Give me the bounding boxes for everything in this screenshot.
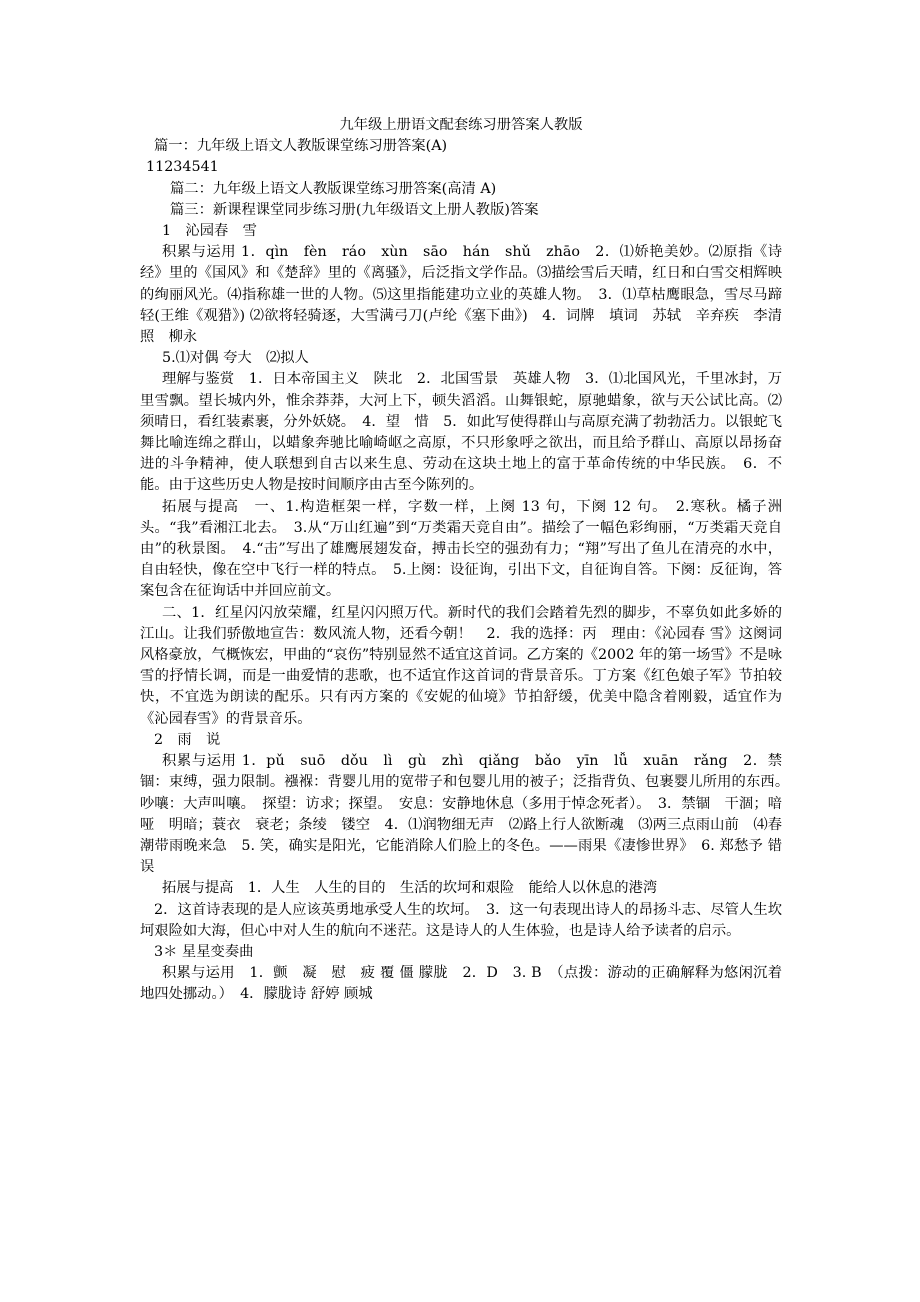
paragraph-p6: 积累与运用 1．qìn fèn ráo xùn sāo hán shǔ zhāo 2．⑴娇艳美妙。⑵原指《诗经》里的《国风》和《楚辞》里的《离骚》，后泛指文学作品。⑶描绘雪后天晴，红日和白雪交相辉映的绚丽风光。⑷指称雄一世的人物。⑸这里指能建功立业的英雄人物。 3．⑴草枯鹰眼急，雪尽马蹄轻(王维《观猎》) ⑵欲将轻骑逐，大雪满弓刀(卢纶《塞下曲》) 4．词牌 填词 苏轼 辛弃疾 李清照 柳永: [140, 244, 782, 346]
paragraph-p14: 2．这首诗表现的是人应该英勇地承受人生的坎坷。 3．这一句表现出诗人的昂扬斗志、尽管人生坎坷艰险如大海，但心中对人生的航向不迷茫。这是诗人的人生体验，也是诗人给予读者的启示。: [140, 901, 782, 939]
paragraph-p15: 3＊ 星星变奏曲: [154, 943, 254, 960]
paragraph-p13: 拓展与提高 1．人生 人生的目的 生活的坎坷和艰险 能给人以休息的港湾: [162, 880, 658, 897]
paragraph-p1: 篇一：九年级上语文人教版课堂练习册答案(A): [154, 138, 448, 155]
paragraph-p16: 积累与运用 1．颤 凝 慰 疲 覆 僵 朦胧 2．D 3. B （点拨：游动的正确解释为悠闲沉着地四处挪动。） 4．朦胧诗 舒婷 顾城: [140, 965, 782, 1003]
paragraph-p12: 积累与运用 1．pǔ suō dǒu lì gù zhì qiǎng bǎo yīn lǚ xuān rǎng 2．禁锢：束缚，强力限制。襁褓：背婴儿用的宽带子和包婴儿用的被子；泛指背负、包裹婴儿所用的东西。 吵嚷：大声叫嚷。 探望：访求；探望。 安息：安静地休息（多用于悼念死者）。 3．禁锢 干涸；喑哑 明暗；蓑衣 衰老；条绫 镂空 4．⑴润物细无声 ⑵路上行人欲断魂 ⑶两三点雨山前 ⑷春潮带雨晚来急 5. 笑，确实是阳光，它能消除人们脸上的冬色。——雨果《凄惨世界》 6. 郑愁予 错误: [140, 753, 797, 876]
paragraph-p8: 理解与鉴赏 1．日本帝国主义 陕北 2．北国雪景 英雄人物 3．⑴北国风光，千里冰封，万里雪飘。望长城内外，惟余莽莽，大河上下，顿失滔滔。山舞银蛇，原驰蜡象，欲与天公试比高。⑵须晴日，看红装素裹，分外妖娆。 4．望 惜 5．如此写使得群山与高原充满了勃勃活力。以银蛇飞舞比喻连绵之群山，以蜡象奔驰比喻崎岖之高原，不只形象呼之欲出，而且给予群山、高原以昂扬奋进的斗争精神，使人联想到自古以来生息、劳动在这块土地上的富于革命传统的中华民族。 6．不能。由于这些历史人物是按时间顺序由古至今陈列的。: [140, 371, 782, 494]
paragraph-p2: 11234541: [146, 159, 219, 176]
document-body: [140, 115, 797, 1006]
document-title: 九年级上册语文配套练习册答案人教版: [339, 117, 583, 133]
paragraph-list: [140, 136, 797, 1005]
paragraph-p10: 二、1．红星闪闪放荣耀，红星闪闪照万代。新时代的我们会踏着先烈的脚步，不辜负如此多娇的江山。让我们骄傲地宣告：数风流人物，还看今朝！ 2．我的选择：丙 理由：《沁园春 雪》这阕词风格豪放，气概恢宏，甲曲的“哀伤”特别显然不适宜这首词。乙方案的《2002 年的第一场雪》不是咏雪的抒情长调，而是一曲爱情的悲歌，也不适宜作这首词的背景音乐。丁方案《红色娘子军》节拍较快，不宜选为朗读的配乐。只有丙方案的《安妮的仙境》节拍舒缓，优美中隐含着刚毅，适宜作为《沁园春雪》的背景音乐。: [140, 604, 782, 727]
paragraph-p7: 5.⑴对偶 夸大 ⑵拟人: [162, 350, 309, 367]
paragraph-p11: 2 雨 说: [154, 731, 221, 748]
paragraph-p4: 篇三：新课程课堂同步练习册(九年级语文上册人教版)答案: [170, 201, 539, 218]
paragraph-p3: 篇二：九年级上语文人教版课堂练习册答案(高清 A): [170, 180, 497, 197]
paragraph-p5: 1 沁园春 雪: [162, 223, 257, 240]
paragraph-p9: 拓展与提高 一、1.构造框架一样，字数一样，上阕 13 句，下阕 12 句。 2.寒秋。橘子洲头。“我”看湘江北去。 3.从“万山红遍”到“万类霜天竞自由”。描绘了一幅色彩绚丽，“万类霜天竞自由”的秋景图。 4.“击”写出了雄鹰展翅发奋，搏击长空的强劲有力；“翔”写出了鱼儿在清亮的水中，自由轻快，像在空中飞行一样的特点。 5.上阕：设征询，引出下文，自征询自答。下阕：反征询，答案包含在征询话中并回应前文。: [140, 498, 782, 600]
